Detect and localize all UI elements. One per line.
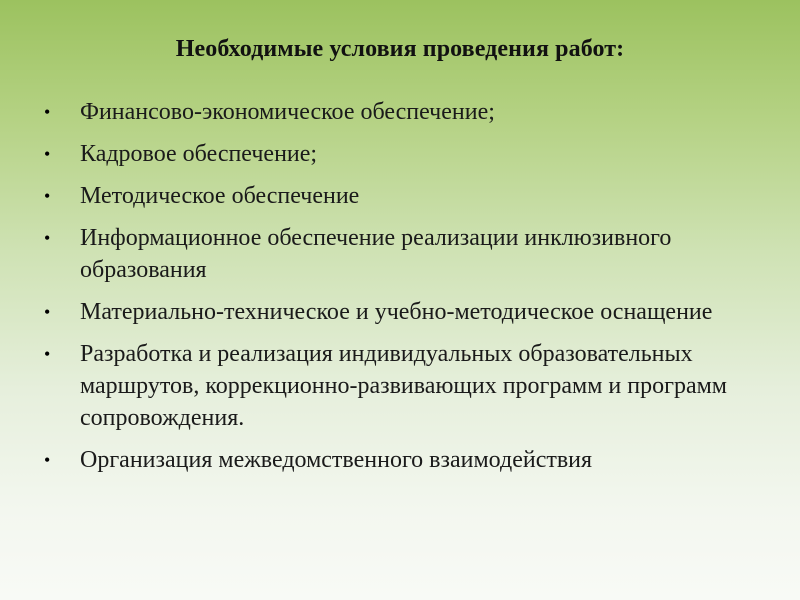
list-item-financial [44,96,744,128]
list-item-staff [44,138,744,170]
list-item-interdepartmental [44,444,744,476]
slide-title: Необходимые условия проведения работ: [175,36,625,62]
list-item-text: Информационное обеспечение реализации инклюзивного образования [80,225,672,283]
list-item-text: Разработка и реализация индивидуальных образовательных маршрутов, коррекционно-развивающих программ и программ сопровождения. [80,341,727,431]
list-item-text: Материально-техническое и учебно-методическое оснащение [80,299,713,325]
list-item-development [44,338,744,434]
list-item-text: Организация межведомственного взаимодействия [80,447,593,473]
bullet-icon: • [44,102,51,122]
bullet-icon: • [44,186,51,206]
conditions-list [44,96,744,486]
bullet-icon: • [44,450,51,470]
list-item-material [44,296,744,328]
bullet-icon: • [44,302,51,322]
list-item-informational [44,222,744,286]
list-item-text: Кадровое обеспечение; [80,141,318,167]
list-item-text: Финансово-экономическое обеспечение; [80,99,495,125]
bullet-icon: • [44,144,51,164]
bullet-icon: • [44,228,51,248]
list-item-text: Методическое обеспечение [80,183,360,209]
bullet-icon: • [44,344,51,364]
list-item-methodical [44,180,744,212]
